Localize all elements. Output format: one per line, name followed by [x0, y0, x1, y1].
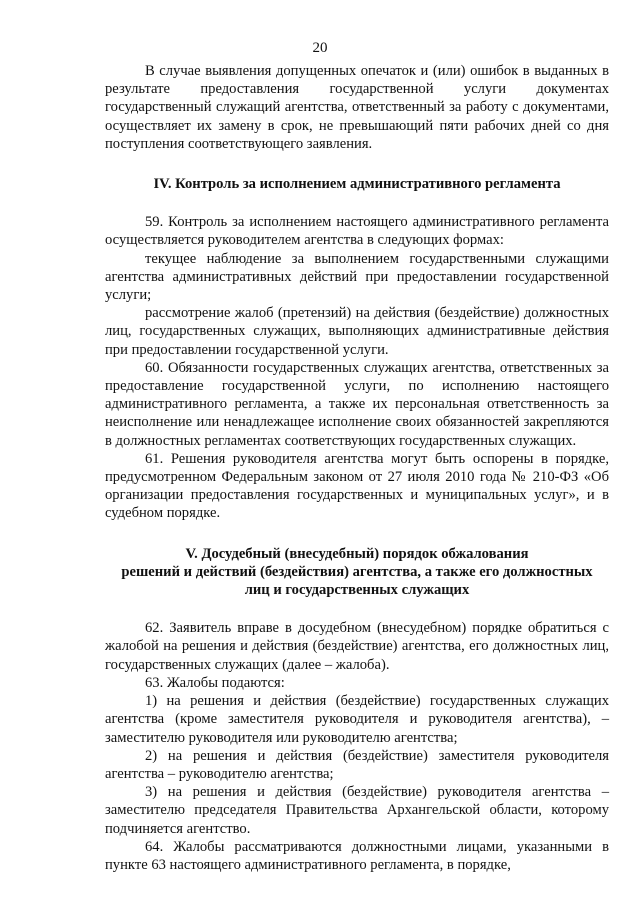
- paragraph-59-item-a: текущее наблюдение за выполнением государственными служащими агентства административных действий при предоставлении государственной услуги;: [105, 250, 609, 304]
- paragraph-63-item-1: 1) на решения и действия (бездействие) государственных служащих агентства (кроме заместителя руководителя и руководителя агентства), – заместителю руководителя или руководителю агентства;: [105, 693, 609, 746]
- section-4-heading: IV. Контроль за исполнением административного регламента: [153, 176, 561, 193]
- paragraph-63: 63. Жалобы подаются:: [145, 674, 285, 691]
- paragraph-63-item-2: 2) на решения и действия (бездействие) заместителя руководителя агентства – руководителю агентства;: [105, 747, 609, 782]
- paragraph-62: 62. Заявитель вправе в досудебном (внесудебном) порядке обратиться с жалобой на решения и действия (бездействие) агентства, его должностных лиц, государственных служащих (далее – жалоба).: [105, 620, 609, 673]
- paragraph-61: 61. Решения руководителя агентства могут быть оспорены в порядке, предусмотренном Федеральным законом от 27 июля 2010 года № 210-ФЗ «Об организации предоставления государственных и муниципальных услуг», и в судебном порядке.: [105, 450, 609, 522]
- paragraph-59-item-b: рассмотрение жалоб (претензий) на действия (бездействие) должностных лиц, государственных служащих, выполняющих административные действия при предоставлении государственной услуги.: [105, 305, 609, 358]
- paragraph-60: 60. Обязанности государственных служащих агентства, ответственных за предоставление государственной услуги, по исполнению настоящего административного регламента, а также их персональная ответственность за неисполнение или ненадлежащее исполнение своих обязанностей закрепляются в должностных регламентах соответствующих государственных служащих.: [105, 359, 609, 449]
- paragraph-59: 59. Контроль за исполнением настоящего административного регламента осуществляется руководителем агентства в следующих формах:: [105, 214, 609, 249]
- paragraph-intro: В случае выявления допущенных опечаток и (или) ошибок в выданных в результате предоставления государственной услуги документах государственный служащий агентства, ответственный за работу с документами, осуществляет их замену в срок, не превышающий пяти рабочих дней со дня поступления соответствующего заявления.: [105, 63, 609, 152]
- section-5-heading-line-2: решений и действий (бездействия) агентства, а также его должностных: [121, 563, 593, 580]
- page-number: 20: [312, 40, 328, 56]
- paragraph-63-item-3: 3) на решения и действия (бездействие) руководителя агентства – заместителю председателя Правительства Архангельской области, которому подчиняется агентство.: [105, 784, 609, 837]
- document-body: [105, 62, 609, 874]
- section-5-heading-line-1: V. Досудебный (внесудебный) порядок обжалования: [185, 545, 529, 562]
- section-5-heading: [105, 545, 609, 600]
- section-5-heading-line-3: лиц и государственных служащих: [244, 582, 470, 599]
- paragraph-64: 64. Жалобы рассматриваются должностными лицами, указанными в пункте 63 настоящего административного регламента, в порядке,: [105, 838, 609, 873]
